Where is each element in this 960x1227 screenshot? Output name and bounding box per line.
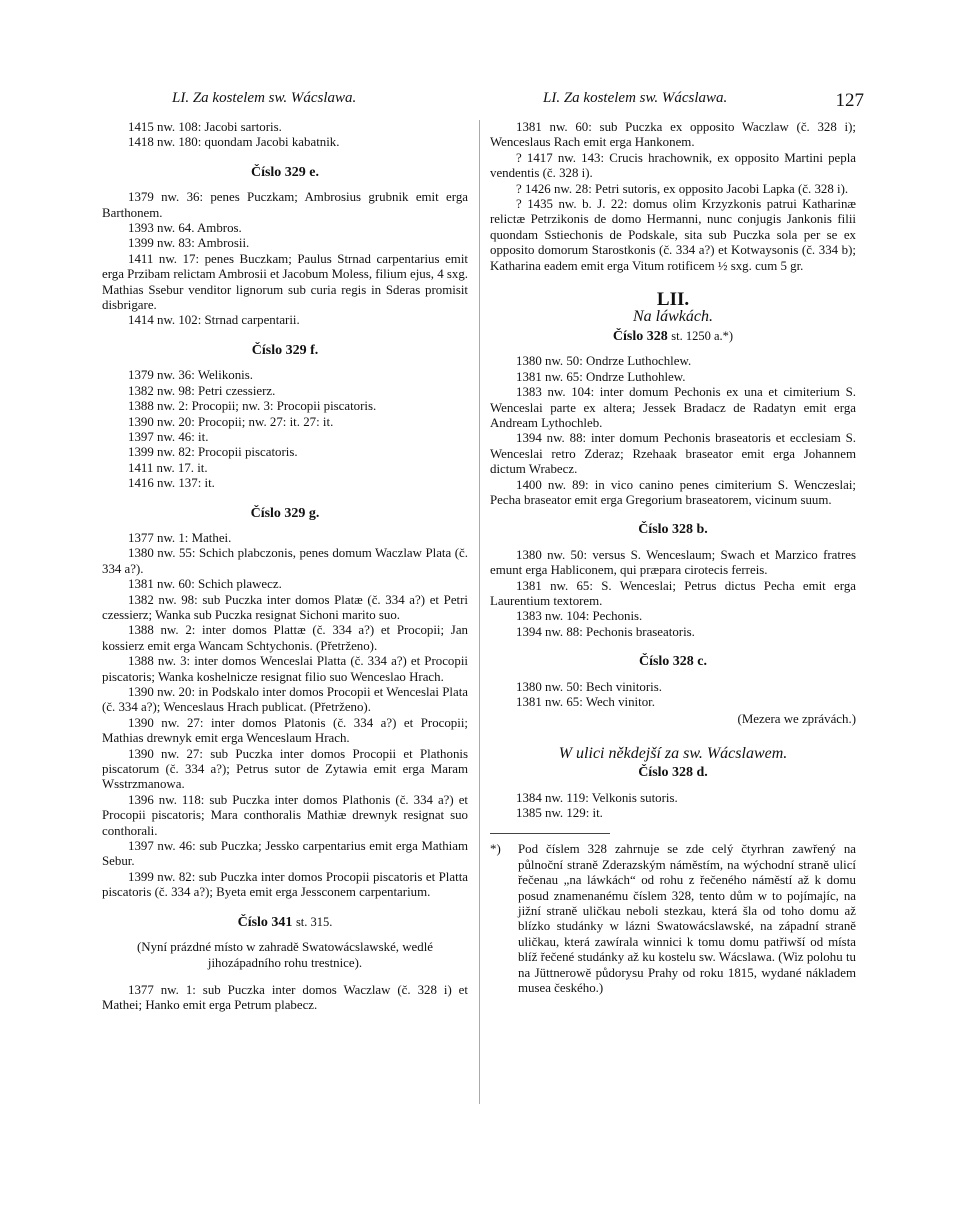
entry: 1390 nw. 27: sub Puczka inter domos Procopii et Plathonis piscatorum (č. 334 a?); Petrus sutor de Zytawia emit erga Maram Wsstrzmanowa. — [102, 746, 468, 792]
section-heading: Číslo 328 c. — [638, 654, 708, 670]
entry: 1380 nw. 55: Schich plabczonis, penes domum Waczlaw Plata (č. 334 a?). — [102, 546, 468, 576]
entry: 1416 nw. 137: it. — [128, 476, 215, 491]
heading-old-number: st. 315. — [295, 914, 333, 929]
entry: 1384 nw. 119: Velkonis sutoris. — [516, 790, 678, 805]
entry: 1394 nw. 88: Pechonis braseatoris. — [516, 624, 695, 639]
gap-note: (Mezera we zprávách.) — [737, 712, 856, 727]
entry: 1377 nw. 1: sub Puczka inter domos Waczlaw (č. 328 i) et Mathei; Hanko emit erga Petrum plabecz. — [102, 982, 468, 1013]
entry: 1393 nw. 64. Ambros. — [128, 221, 242, 236]
entry: 1388 nw. 2: Procopii; nw. 3: Procopii piscatoris. — [128, 399, 377, 414]
entry: 1381 nw. 65: S. Wenceslai; Petrus dictus Pecha emit erga Laurentium textorem. — [490, 578, 856, 608]
entry: ? 1435 nw. b. J. 22: domus olim Krzyzkonis patrui Katharinæ relictæ Petrzikonis de domo Hermanni, nunc conjugis Jankonis filii quondam Sstiechonis de Podskale, sita sub Puczka sola per se ex opposito domorum Starostkonis (č. 334 a?) et Kotwaysonis (č. 334 b); Katharina eadem emit erga Vitum rotificem ½ sxg. cum 5 gr. — [490, 197, 856, 273]
entry: 1383 nw. 104: inter domum Pechonis ex una et cimiterium S. Wenceslai parte ex altera; Jessek Bradacz de Radatyn emit erga Andream Lythochleb. — [490, 385, 856, 430]
entry: 1411 nw. 17: penes Buczkam; Paulus Strnad carpentarius emit erga Przibam relictam Ambrosii et Jacobum Moless, filium ejus, 4 sxg. Mathias Ssebur venditor lignorum sub curia regis in Sderas promisit disbrigare. — [102, 251, 469, 313]
left-column — [102, 120, 468, 1014]
column-divider — [479, 120, 480, 1104]
entry: 1382 nw. 98: Petri czessierz. — [128, 383, 276, 398]
footnote-rule — [490, 833, 610, 834]
entry: 1381 nw. 65: Wech vinitor. — [516, 695, 655, 709]
right-column — [490, 120, 856, 997]
page-number: 127 — [835, 90, 864, 111]
entry: 1381 nw. 65: Ondrze Luthohlew. — [516, 369, 686, 384]
entry: 1381 nw. 60: sub Puczka ex opposito Waczlaw (č. 328 i); Wenceslaus Rach emit erga Hankonem. — [490, 120, 856, 150]
section-note: (Nyní prázdné místo w zahradě Swatowácslawské, wedlé jihozápadního rohu trestnice). — [136, 940, 434, 970]
chapter-number: LII. — [656, 289, 690, 311]
entry: 1397 nw. 46: sub Puczka; Jessko carpentarius emit erga Mathiam Sebur. — [102, 839, 468, 869]
right-running-head: LI. Za kostelem sw. Wácslawa. — [543, 90, 728, 106]
street-title: Na láwkách. — [633, 308, 713, 326]
entry: 1400 nw. 89: in vico canino penes cimiterium S. Wenczeslai; Pecha braseator emit erga Gregorium braseatorem, vicinum suum. — [490, 477, 856, 507]
section-heading: Číslo 328 b. — [638, 522, 708, 538]
section-heading: Číslo 329 e. — [250, 164, 320, 180]
heading-number: Číslo 341 — [237, 914, 293, 930]
entry: 1396 nw. 118: sub Puczka inter domos Plathonis (č. 334 a?) et Procopii piscatoris; Mara conthoralis Mathiæ drewnyk resignat suo conthorali. — [102, 792, 468, 838]
entry: ? 1417 nw. 143: Crucis hrachownik, ex opposito Martini pepla vendentis (č. 328 i). — [490, 150, 856, 181]
heading-number: Číslo 328 — [612, 328, 668, 344]
entry: 1380 nw. 50: Bech vinitoris. — [516, 679, 662, 694]
section-heading: Číslo 329 f. — [251, 342, 319, 358]
section-heading: Číslo 328 d. — [638, 765, 708, 781]
entry: 1399 nw. 82: sub Puczka inter domos Procopii piscatoris et Platta piscatoris (č. 334 a?); Byeta emit erga Jessconem carpentarium. — [102, 869, 468, 900]
entry: 1418 nw. 180: quondam Jacobi kabatnik. — [128, 135, 340, 150]
entry: 1399 nw. 82: Procopii piscatoris. — [128, 445, 298, 460]
entry: 1388 nw. 2: inter domos Plattæ (č. 334 a?) et Procopii; Jan kossierz emit erga Wancam Schtychonis. (Přetrženo). — [102, 623, 468, 653]
entry: 1390 nw. 20: Procopii; nw. 27: it. 27: it. — [128, 414, 334, 429]
entry: 1381 nw. 60: Schich plawecz. — [128, 577, 282, 592]
entry: ? 1426 nw. 28: Petri sutoris, ex opposito Jacobi Lapka (č. 328 i). — [516, 181, 849, 196]
entry: 1411 nw. 17. it. — [128, 460, 208, 475]
footnote-text: Pod číslem 328 zahrnuje se zde celý čtyrhran zawřený na půlnoční straně Zderazským náměstím, na wýchodní straně ulicí řečenau „na láwkách“ od rohu z řečeného náměstí až k domu posud znamenanému číslem 328, tento dům w to pojímajíc, na jižní straně uličkau neboli stezkau, která šla od toho domu až blízko studánky w lázni Swatowácslawské, na západní straně uličkau, která zawírala winnici k tomu domu patřiwší od místa blíž řečené studánky až ku kostelu sw. Wácslawa. (Wiz polohu tu na Jüttnerowě půdorysu Prahy od roku 1815, wydané nákladem musea českého.) — [518, 842, 856, 996]
entry: 1394 nw. 88: inter domum Pechonis braseatoris et ecclesiam S. Wenceslai retro Zderaz; Rzehaak braseator emit erga Johannem dictum Wrabecz. — [490, 431, 856, 477]
street-title: W ulici někdejší za sw. Wácslawem. — [558, 744, 788, 762]
entry: 1415 nw. 108: Jacobi sartoris. — [128, 120, 282, 134]
entry: 1383 nw. 104: Pechonis. — [516, 609, 643, 624]
left-running-head: LI. Za kostelem sw. Wácslawa. — [172, 90, 357, 106]
footnote — [490, 842, 856, 996]
entry: 1414 nw. 102: Strnad carpentarii. — [128, 313, 300, 328]
entry: 1380 nw. 50: Ondrze Luthochlew. — [516, 354, 692, 369]
entry: 1390 nw. 20: in Podskalo inter domos Procopii et Wenceslai Plata (č. 334 a?); Wenceslaus Hrach publicat. (Přetrženo). — [102, 685, 468, 715]
footnote-marker: *) — [490, 842, 501, 857]
section-heading — [102, 915, 468, 930]
entry: 1380 nw. 50: versus S. Wenceslaum; Swach et Marzico fratres emunt erga Habliconem, qui præpara cirotecis ferreis. — [490, 547, 856, 578]
entry: 1397 nw. 46: it. — [128, 429, 209, 444]
section-heading: Číslo 329 g. — [250, 505, 320, 521]
entry: 1388 nw. 3: inter domos Wenceslai Platta (č. 334 a?) et Procopii piscatoris; Wanka koshelnicze resignat filio suo Wenceslao Hrach. — [102, 654, 468, 684]
section-heading — [490, 329, 856, 344]
entry: 1399 nw. 83: Ambrosii. — [128, 236, 250, 251]
entry: 1382 nw. 98: sub Puczka inter domos Platæ (č. 334 a?) et Petri czessierz; Wanka sub Puczka resignat Sichoni marito suo. — [102, 592, 468, 622]
entry: 1379 nw. 36: Welikonis. — [128, 368, 254, 383]
entry: 1390 nw. 27: inter domos Platonis (č. 334 a?) et Procopii; Mathias drewnyk emit erga Wenceslaum Hrach. — [102, 715, 468, 746]
entry: 1377 nw. 1: Mathei. — [128, 530, 232, 545]
entry: 1379 nw. 36: penes Puczkam; Ambrosius grubnik emit erga Barthonem. — [102, 190, 468, 220]
heading-old-number: st. 1250 a.*) — [671, 328, 734, 343]
entry: 1385 nw. 129: it. — [516, 806, 603, 821]
